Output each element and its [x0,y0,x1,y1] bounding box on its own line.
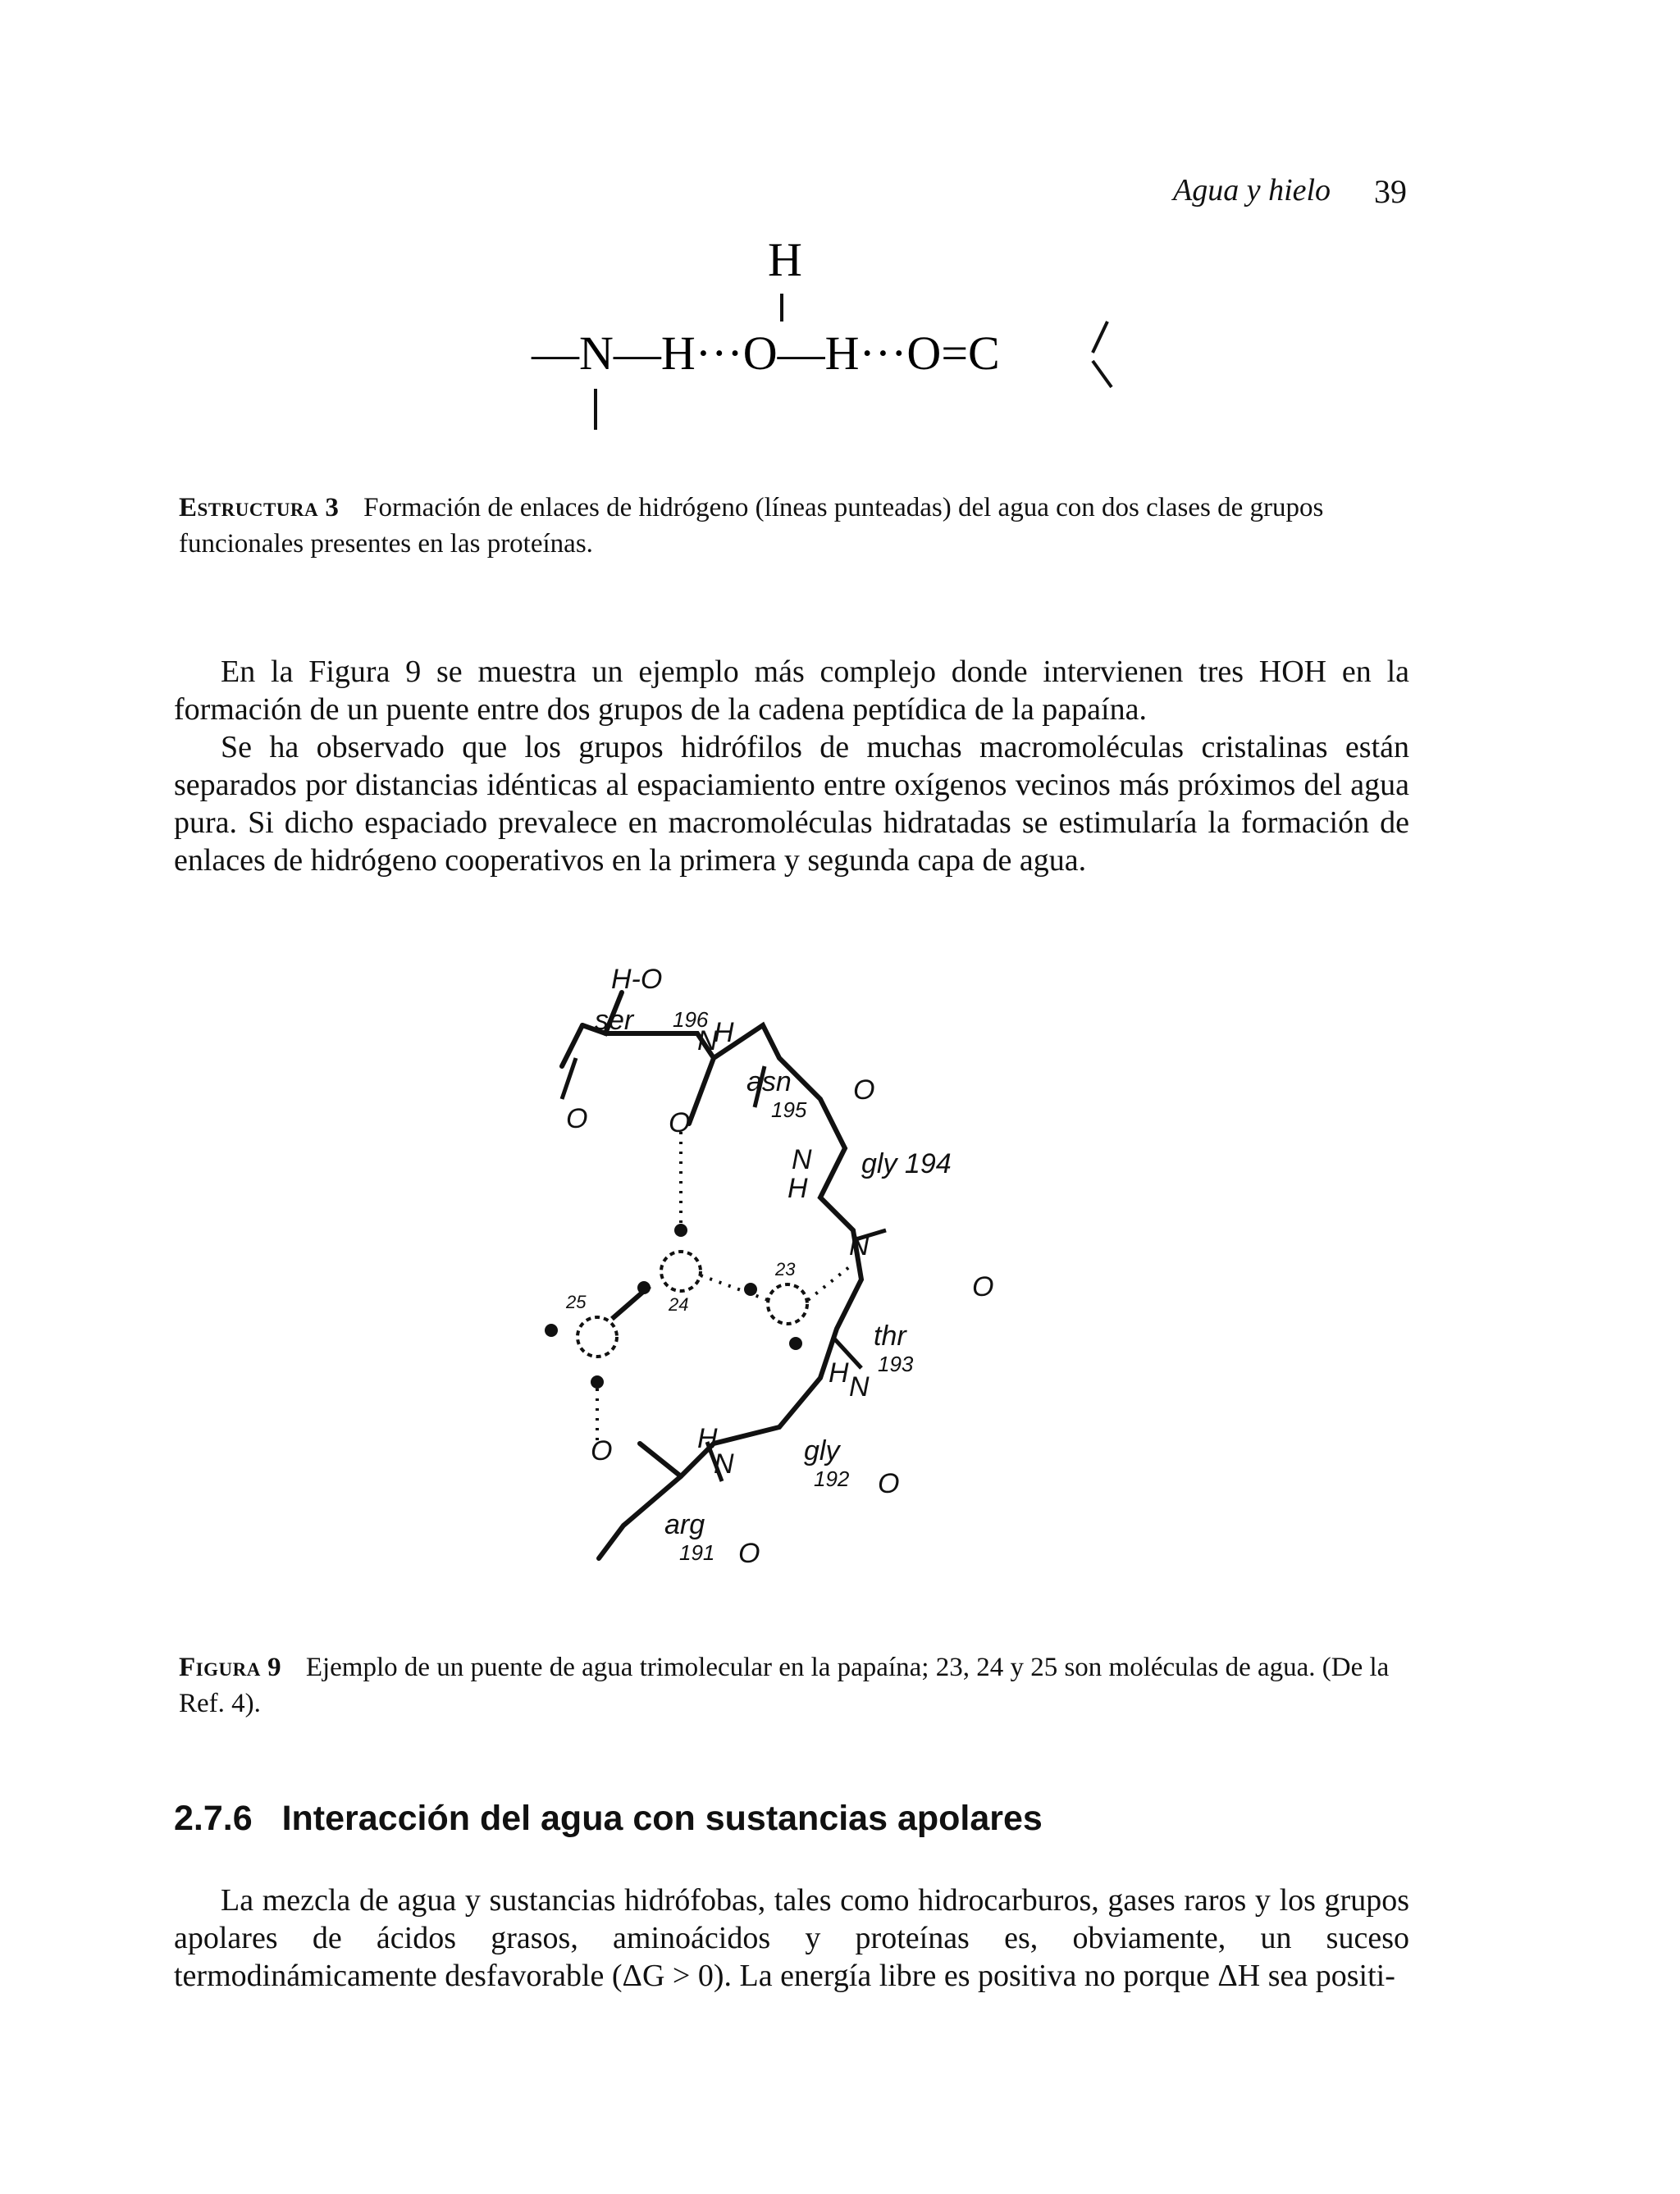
hydrogen-atom [545,1324,558,1337]
section-number: 2.7.6 [174,1799,253,1838]
caption-text: Formación de enlaces de hidrógeno (líneas punteadas) del agua con dos clases de grupos funcionales presentes en las proteínas. [179,493,1324,559]
hydrogen-atom [674,1224,687,1237]
figure-9-caption [179,1649,1411,1722]
label-n: N [697,1025,718,1056]
structure-3-caption [179,490,1409,562]
structure-top-atom: H [768,233,802,286]
water-molecule-25 [578,1317,617,1357]
label-n: N [792,1144,812,1175]
label-ser: ser [595,1005,634,1036]
caption-number: 9 [267,1653,281,1682]
label-h: H [788,1173,808,1204]
label-h: H [697,1423,718,1454]
figure-9-diagram [525,935,1034,1616]
label-thr: thr [874,1321,906,1352]
section-heading [174,1799,1486,1839]
water-molecule-23 [768,1284,807,1324]
page-number: 39 [1374,173,1407,210]
closing-paragraph-block [174,1882,1409,1995]
caption-text: Ejemplo de un puente de agua trimolecular en la papaína; 23, 24 y 25 son moléculas de agua. (De la Ref. 4). [179,1653,1390,1718]
label-o: O [566,1103,588,1134]
paragraph: En la Figura 9 se muestra un ejemplo más complejo donde intervienen tres HOH en la formación de un puente entre dos grupos de la cadena peptídica de la papaína. [174,655,1409,727]
label-ho: H-O [611,964,663,995]
hydrogen-atom [591,1375,604,1389]
c-upper-bond [1093,322,1107,353]
label-o: O [669,1107,691,1138]
caption-label: Estructura [179,493,319,522]
label-n: N [849,1230,870,1261]
running-head-title: Agua y hielo [1173,173,1331,208]
water-bond [612,1286,650,1319]
label-water-24: 24 [669,1294,689,1315]
label-water-25: 25 [566,1292,587,1312]
body-paragraphs [174,653,1409,879]
water-molecule-24 [661,1252,701,1291]
label-gly-192: gly [804,1435,840,1466]
hydrogen-atom [744,1283,757,1296]
caption-label: Figura [179,1653,261,1682]
paragraph: Se ha observado que los grupos hidrófilos de muchas macromoléculas cristalinas están separados por distancias idénticas al espaciamiento entre oxígenos vecinos más próximos del agua pura. Si dicho espaciado prevalece en macromoléculas hidratadas se estimularía la formación de enlaces de hidrógeno cooperativos en la primera y segunda capa de agua. [174,730,1409,878]
running-head [1173,172,1423,213]
label-196: 196 [673,1007,709,1032]
label-h: H [714,1017,734,1048]
label-h: H [829,1357,849,1389]
label-gly-194: gly 194 [861,1148,952,1179]
label-n: N [849,1371,870,1403]
label-195: 195 [771,1097,807,1122]
label-o: O [878,1468,900,1499]
paragraph: La mezcla de agua y sustancias hidrófobas, tales como hidrocarburos, gases raros y los grupos apolares de ácidos grasos, aminoácidos y proteínas es, obviamente, un suceso termodinámicamente desfavorable (ΔG > 0). La energía libre es positiva no porque ΔH sea positi- [174,1883,1409,1993]
c-lower-bond [1093,361,1112,387]
label-water-23: 23 [775,1259,796,1279]
label-193: 193 [878,1352,914,1376]
hydrogen-atom [789,1337,802,1350]
label-asn: asn [746,1066,792,1097]
label-arg: arg [664,1509,705,1540]
label-o: O [738,1538,760,1569]
label-192: 192 [814,1466,850,1491]
label-191: 191 [679,1540,715,1565]
structure-3-diagram [509,230,1132,443]
label-o: O [972,1271,994,1302]
label-o: O [853,1074,875,1106]
section-title: Interacción del agua con sustancias apolares [281,1799,1043,1838]
hydrogen-bonds [597,1132,849,1444]
label-o: O [591,1435,613,1466]
caption-number: 3 [325,493,339,522]
structure-formula: —N—H···O—H···O=C [532,326,1000,380]
label-n: N [714,1448,734,1480]
